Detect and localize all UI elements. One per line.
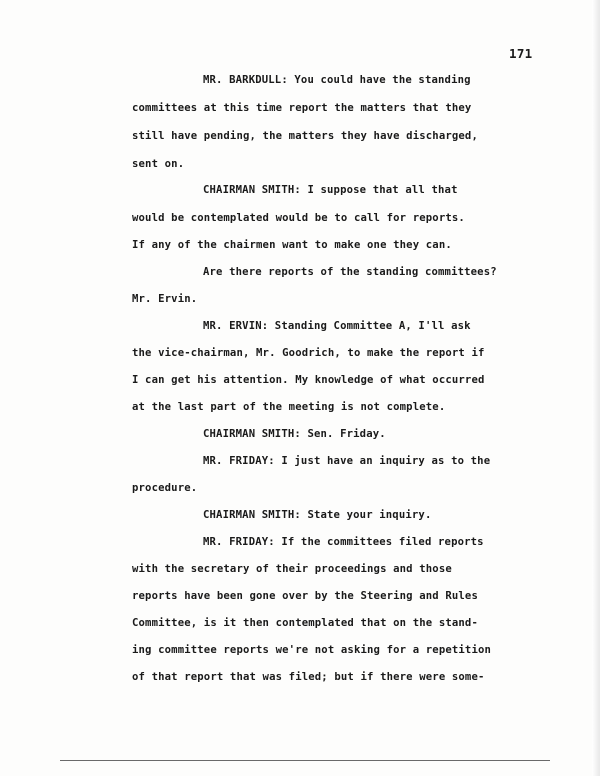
bottom-edge-rule bbox=[60, 760, 550, 761]
transcript-line: CHAIRMAN SMITH: State your inquiry. bbox=[203, 509, 432, 521]
transcript-line: I can get his attention. My knowledge of what occurred bbox=[132, 374, 485, 386]
transcript-line: with the secretary of their proceedings and those bbox=[132, 563, 452, 575]
transcript-line: committees at this time report the matters that they bbox=[132, 102, 472, 114]
transcript-line: MR. FRIDAY: I just have an inquiry as to the bbox=[203, 455, 491, 467]
transcript-line: at the last part of the meeting is not complete. bbox=[132, 401, 446, 413]
transcript-line: sent on. bbox=[132, 158, 185, 170]
transcript-line: Mr. Ervin. bbox=[132, 293, 198, 305]
transcript-line: MR. ERVIN: Standing Committee A, I'll ask bbox=[203, 320, 471, 332]
transcript-line: If any of the chairmen want to make one they can. bbox=[132, 239, 452, 251]
transcript-line: CHAIRMAN SMITH: I suppose that all that bbox=[203, 184, 458, 196]
transcript-line: Committee, is it then contemplated that on the stand- bbox=[132, 617, 478, 629]
transcript-line: would be contemplated would be to call for reports. bbox=[132, 212, 465, 224]
transcript-line: procedure. bbox=[132, 482, 198, 494]
transcript-line: ing committee reports we're not asking for a repetition bbox=[132, 644, 492, 656]
transcript-line: MR. BARKDULL: You could have the standing bbox=[203, 74, 471, 86]
transcript-line: Are there reports of the standing committees? bbox=[203, 266, 497, 278]
transcript-line: still have pending, the matters they have discharged, bbox=[132, 130, 478, 142]
transcript-line: MR. FRIDAY: If the committees filed reports bbox=[203, 536, 484, 548]
page-edge-shadow bbox=[592, 0, 600, 776]
transcript-line: CHAIRMAN SMITH: Sen. Friday. bbox=[203, 428, 386, 440]
transcript-line: reports have been gone over by the Steering and Rules bbox=[132, 590, 478, 602]
transcript-line: the vice-chairman, Mr. Goodrich, to make the report if bbox=[132, 347, 485, 359]
transcript-line: of that report that was filed; but if there were some- bbox=[132, 671, 485, 683]
page-number: 171 bbox=[509, 46, 533, 61]
